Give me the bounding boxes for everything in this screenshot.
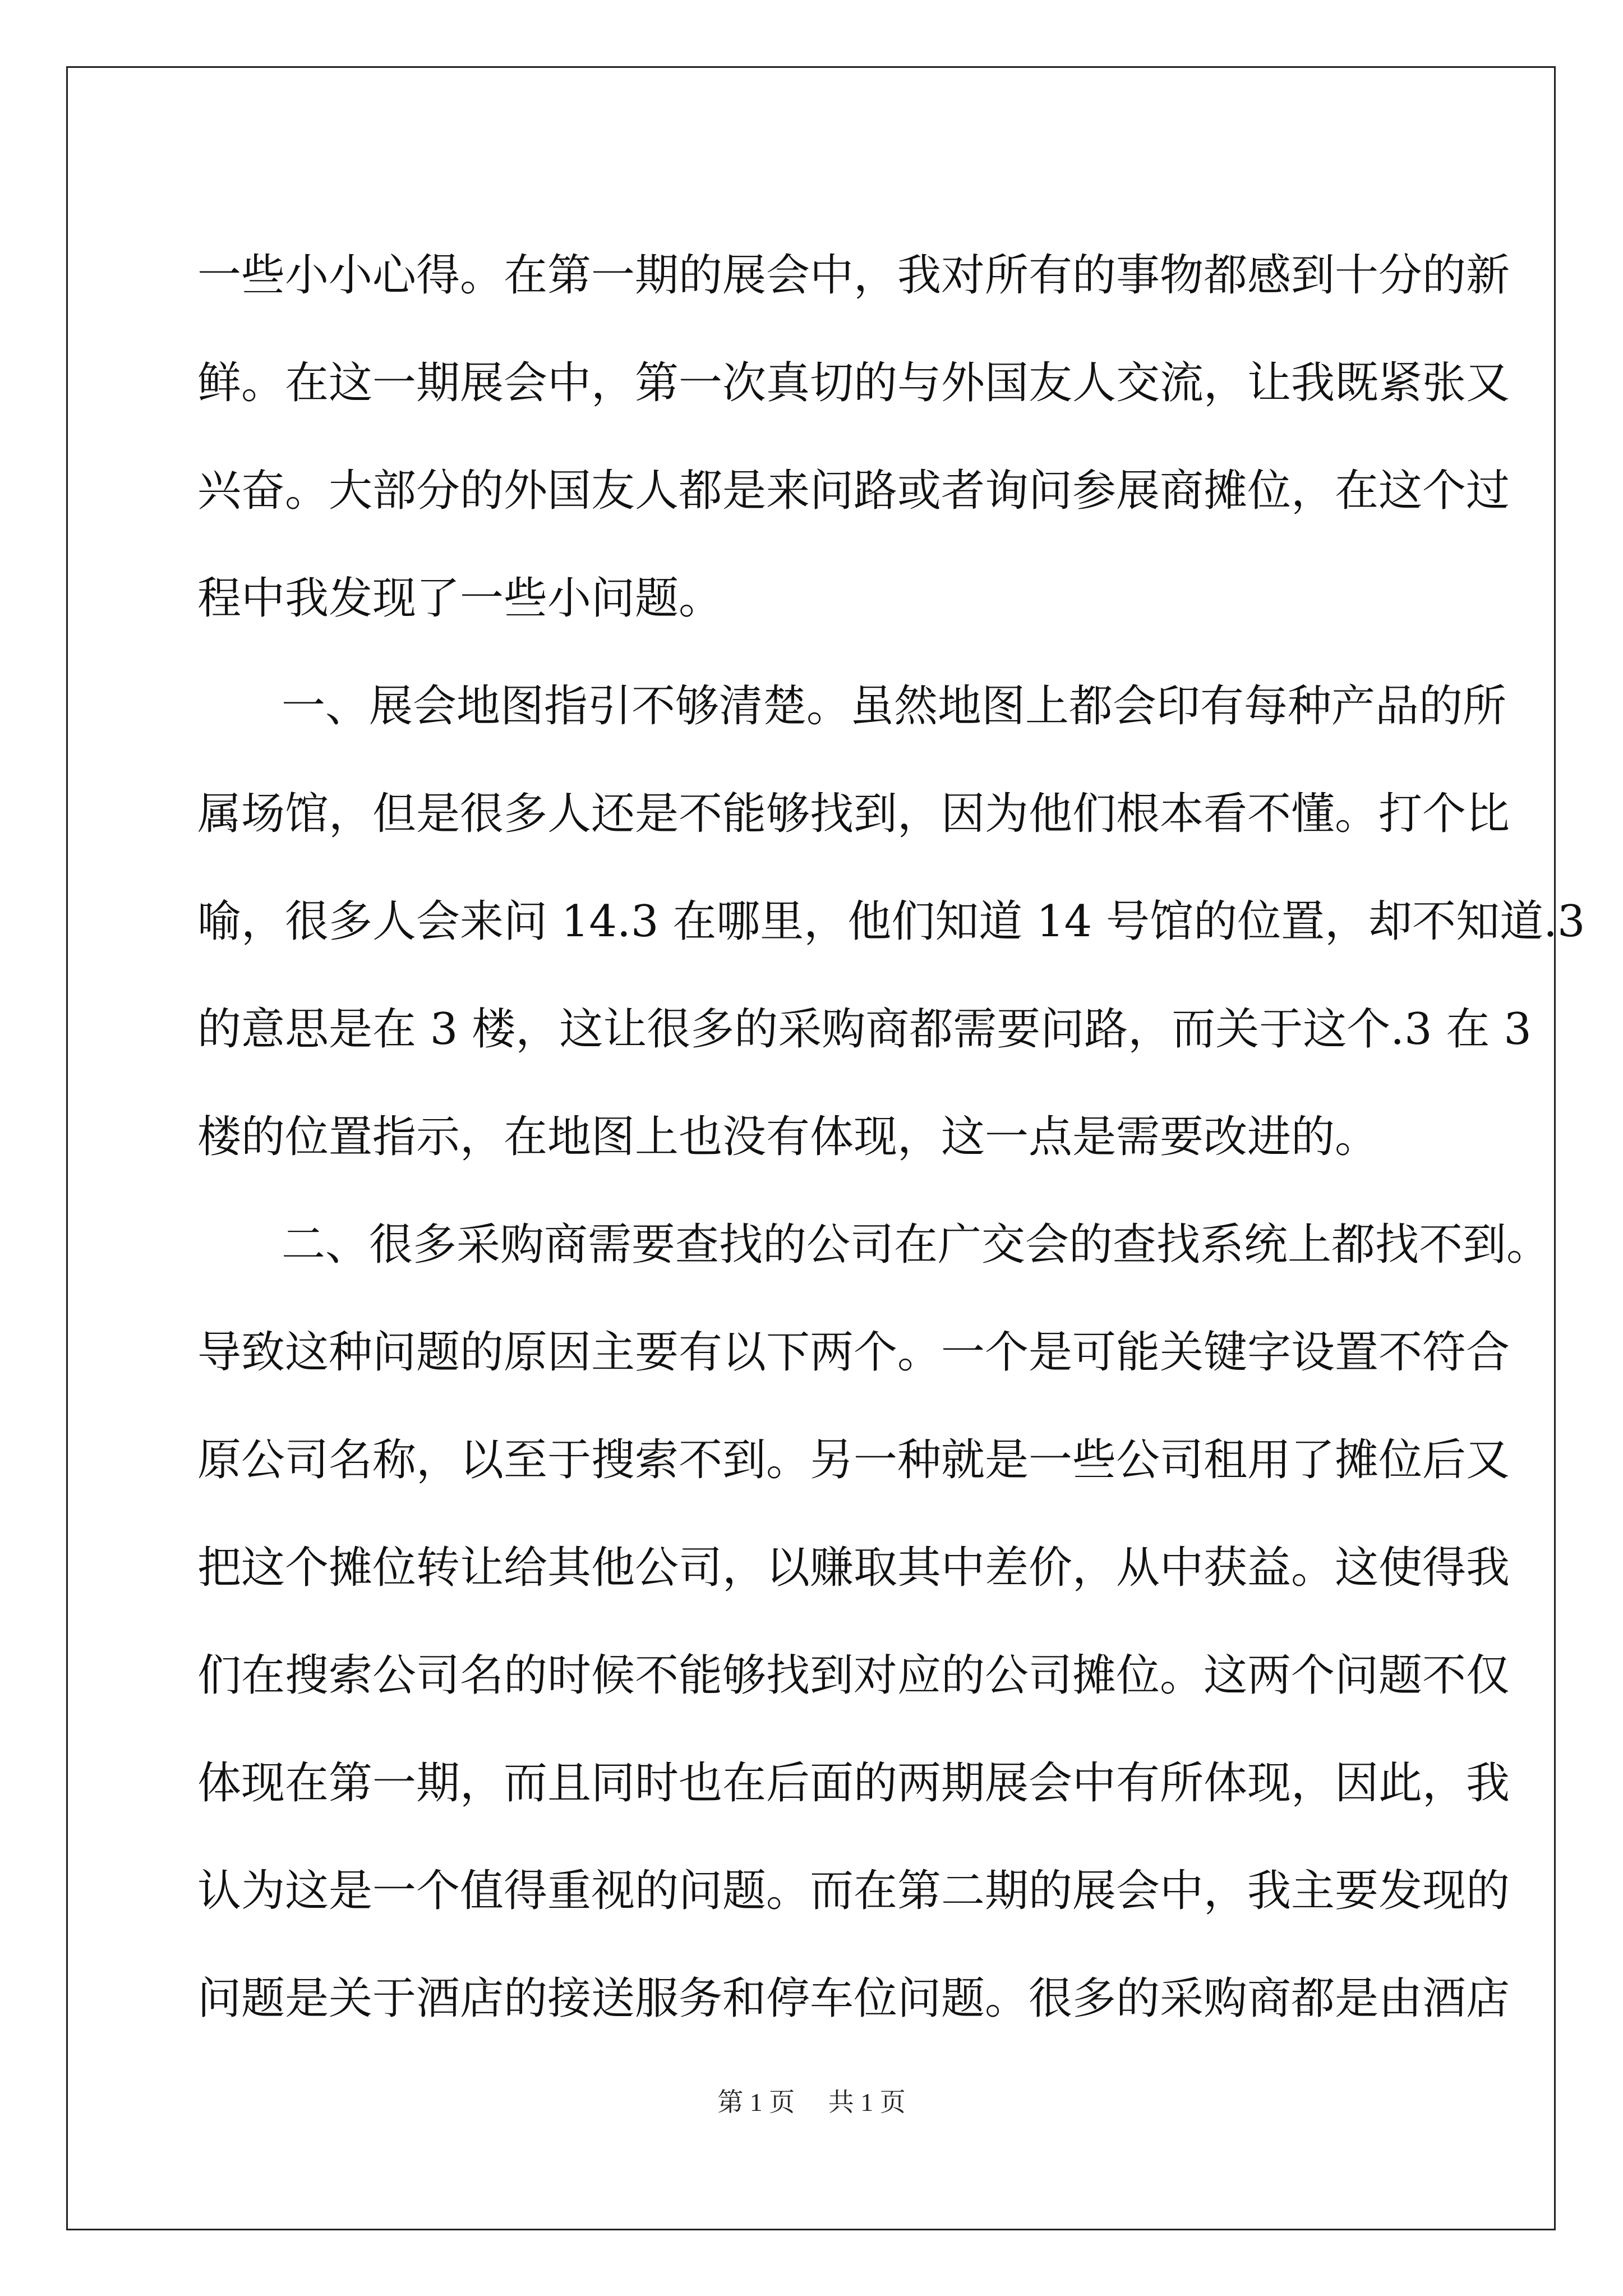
text-line: 体现在第一期，而且同时也在后面的两期展会中有所体现，因此，我 [197,1758,1510,1809]
text-line: 原公司名称，以至于搜索不到。另一种就是一些公司租用了摊位后又 [197,1435,1510,1485]
text-line: 的意思是在 3 楼，这让很多的采购商都需要问路，而关于这个.3 在 3 [197,1004,1532,1055]
text-line: 楼的位置指示，在地图上也没有体现，这一点是需要改进的。 [197,1112,1379,1162]
paragraph-start-line: 二、很多采购商需要查找的公司在广交会的查找系统上都找不到。 [282,1220,1551,1270]
page-total: 共 1 页 [828,2088,906,2116]
text-line: 认为这是一个值得重视的问题。而在第二期的展会中，我主要发现的 [197,1866,1510,1916]
text-line: 一些小小心得。在第一期的展会中，我对所有的事物都感到十分的新 [197,250,1510,301]
text-line: 属场馆，但是很多人还是不能够找到，因为他们根本看不懂。打个比 [197,789,1510,839]
text-line: 程中我发现了一些小问题。 [197,573,723,624]
page-number: 第 1 页 [717,2088,795,2116]
text-line: 兴奋。大部分的外国友人都是来问路或者询问参展商摊位，在这个过 [197,466,1510,516]
text-line: 导致这种问题的原因主要有以下两个。一个是可能关键字设置不符合 [197,1327,1510,1378]
text-line: 把这个摊位转让给其他公司，以赚取其中差价，从中获益。这使得我 [197,1543,1510,1593]
text-line: 们在搜索公司名的时候不能够找到对应的公司摊位。这两个问题不仅 [197,1650,1510,1701]
paragraph-start-line: 一、展会地图指引不够清楚。虽然地图上都会印有每种产品的所 [282,681,1507,731]
page-footer [0,2086,1623,2119]
text-line: 问题是关于酒店的接送服务和停车位问题。很多的采购商都是由酒店 [197,1973,1510,2024]
body-text [197,222,1585,2053]
text-line: 鲜。在这一期展会中，第一次真切的与外国友人交流，让我既紧张又 [197,358,1510,408]
text-line: 喻，很多人会来问 14.3 在哪里，他们知道 14 号馆的位置，却不知道.3 [197,896,1585,947]
